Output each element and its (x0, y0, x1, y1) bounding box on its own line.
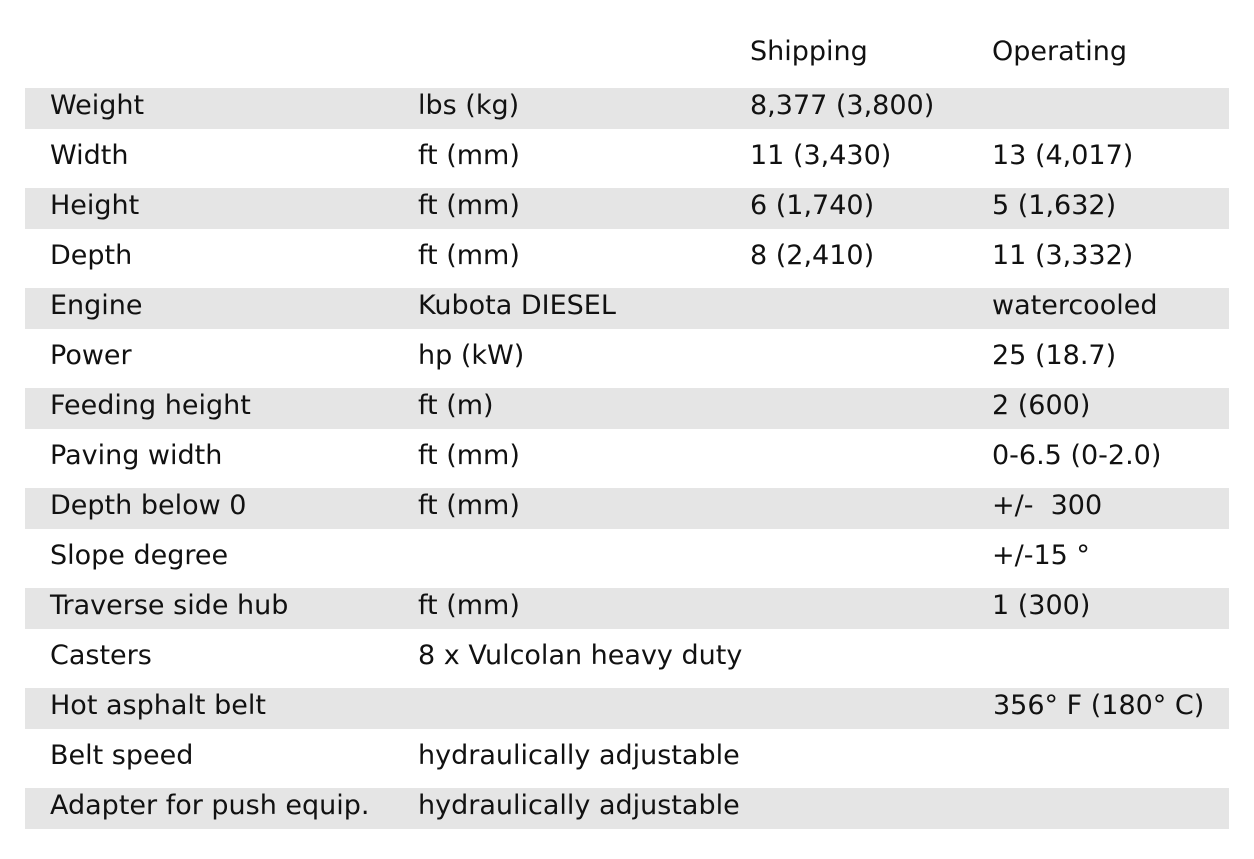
unit-cell: 8 x Vulcolan heavy duty (418, 640, 743, 671)
table-row (25, 388, 1229, 438)
unit-cell: ft (mm) (418, 140, 520, 171)
unit-cell: hydraulically adjustable (418, 790, 740, 821)
table-row (25, 688, 1229, 738)
spec-table (25, 88, 1229, 838)
table-row (25, 138, 1229, 188)
param-cell: Feeding height (50, 390, 251, 421)
param-cell: Paving width (50, 440, 223, 471)
param-cell: Weight (50, 90, 145, 121)
shipping-cell: 11 (3,430) (750, 140, 892, 171)
operating-cell: +/-15 ° (992, 540, 1090, 571)
table-header (25, 30, 1229, 74)
table-row (25, 88, 1229, 138)
table-row (25, 638, 1229, 688)
param-cell: Height (50, 190, 140, 221)
operating-cell: 356° F (180° C) (993, 690, 1205, 721)
operating-cell: +/- 300 (992, 490, 1103, 521)
table-row (25, 788, 1229, 838)
table-row (25, 488, 1229, 538)
param-cell: Belt speed (50, 740, 194, 771)
param-cell: Depth below 0 (50, 490, 247, 521)
param-cell: Slope degree (50, 540, 229, 571)
column-header-shipping: Shipping (750, 36, 868, 67)
operating-cell: 1 (300) (992, 590, 1091, 621)
table-row (25, 438, 1229, 488)
table-row (25, 188, 1229, 238)
table-row (25, 288, 1229, 338)
shipping-cell: 6 (1,740) (750, 190, 875, 221)
shipping-cell: 8,377 (3,800) (750, 90, 935, 121)
param-cell: Hot asphalt belt (50, 690, 266, 721)
unit-cell: ft (mm) (418, 440, 520, 471)
operating-cell: 11 (3,332) (992, 240, 1134, 271)
unit-cell: hydraulically adjustable (418, 740, 740, 771)
operating-cell: 25 (18.7) (992, 340, 1117, 371)
table-row (25, 538, 1229, 588)
param-cell: Engine (50, 290, 143, 321)
unit-cell: ft (mm) (418, 590, 520, 621)
table-row (25, 238, 1229, 288)
unit-cell: lbs (kg) (418, 90, 520, 121)
operating-cell: 13 (4,017) (992, 140, 1134, 171)
operating-cell: 5 (1,632) (992, 190, 1117, 221)
operating-cell: watercooled (992, 290, 1158, 321)
param-cell: Casters (50, 640, 152, 671)
shipping-cell: 8 (2,410) (750, 240, 875, 271)
table-row (25, 338, 1229, 388)
unit-cell: ft (mm) (418, 240, 520, 271)
param-cell: Power (50, 340, 132, 371)
param-cell: Adapter for push equip. (50, 790, 370, 821)
param-cell: Depth (50, 240, 133, 271)
unit-cell: ft (mm) (418, 190, 520, 221)
unit-cell: hp (kW) (418, 340, 525, 371)
table-row (25, 588, 1229, 638)
table-row (25, 738, 1229, 788)
operating-cell: 0-6.5 (0-2.0) (992, 440, 1162, 471)
operating-cell: 2 (600) (992, 390, 1091, 421)
unit-cell: Kubota DIESEL (418, 290, 616, 321)
param-cell: Traverse side hub (50, 590, 289, 621)
column-header-operating: Operating (992, 36, 1127, 67)
param-cell: Width (50, 140, 129, 171)
unit-cell: ft (mm) (418, 490, 520, 521)
unit-cell: ft (m) (418, 390, 494, 421)
